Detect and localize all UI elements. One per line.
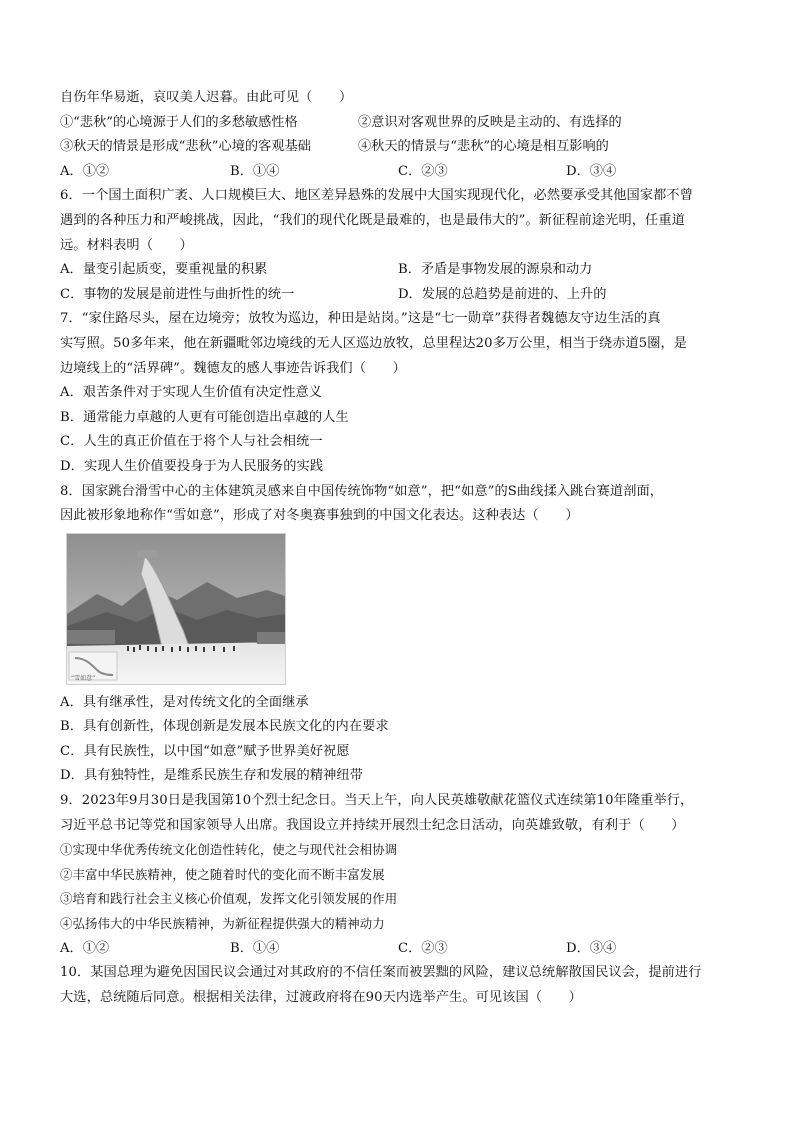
q6-options-row2 [60, 283, 740, 308]
q5-stem: 自伤年华易逝，哀叹美人迟暮。由此可见（ ） [60, 90, 353, 105]
q5-statement-4: ④秋天的情景与“悲秋”的心境是相互影响的 [358, 139, 609, 155]
q5-option-b[interactable]: B．①④ [230, 163, 280, 179]
q5-statement-2: ②意识对客观世界的反映是主动的、有选择的 [358, 114, 622, 130]
q5-option-a[interactable]: A．①② [60, 163, 110, 179]
q6-option-b[interactable]: B．矛盾是事物发展的源泉和动力 [398, 262, 593, 278]
q8-option-d[interactable]: D．具有独特性，是维系民族生存和发展的精神纽带 [60, 768, 363, 784]
q7-stem-line1: 7．“家住路尽头，屋在边境旁；放牧为巡边，种田是站岗。”这是“七一勋章”获得者魏德友守边生活的真 [60, 311, 661, 327]
q9-stem-line1: 9．2023年9月30日是我国第10个烈士纪念日。当天上午，向人民英雄敬献花篮仪式连续第10年隆重举行， [60, 793, 694, 809]
photo-caption: “雪如意” [71, 674, 96, 682]
q9-statement-4: ④弘扬伟大的中华民族精神，为新征程提供强大的精神动力 [60, 916, 385, 932]
q6-option-a[interactable]: A．量变引起质变，要重视量的积累 [60, 262, 268, 278]
q8-stem-line1: 8．国家跳台滑雪中心的主体建筑灵感来自中国传统饰物“如意”，把“如意”的S曲线揉入跳台赛道剖面， [60, 483, 664, 499]
ski-jump-photo-illustration [67, 534, 285, 684]
q7-stem-line3: 边境线上的“活界碑”。魏德友的感人事迹告诉我们（ ） [60, 360, 406, 376]
q9-statement-1: ①实现中华优秀传统文化创造性转化，使之与现代社会相协调 [60, 842, 398, 858]
q6-stem-line3: 远。材料表明（ ） [60, 237, 193, 253]
q9-statement-3: ③培育和践行社会主义核心价值观，发挥文化引领发展的作用 [60, 891, 398, 907]
q5-statements-row2 [60, 135, 740, 160]
q6-stem-line1: 6．一个国土面积广袤、人口规模巨大、地区差异悬殊的发展中大国实现现代化，必然要承受其他国家都不曾 [60, 188, 693, 204]
q10-stem-line1: 10．某国总理为避免因国民议会通过对其政府的不信任案而被罢黜的风险，建议总统解散国民议会，提前进行 [60, 965, 702, 981]
q8-stem-line2: 因此被形象地称作“雪如意”，形成了对冬奥赛事独到的中国文化表达。这种表达（ ） [60, 508, 579, 524]
q7-option-c[interactable]: C．人生的真正价值在于将个人与社会相统一 [60, 434, 323, 450]
q9-option-b[interactable]: B．①④ [230, 940, 280, 956]
q9-options [60, 937, 740, 962]
ski-jump-photo [66, 533, 286, 685]
exam-page [60, 86, 740, 1010]
q7-option-d[interactable]: D．实现人生价值要投身于为人民服务的实践 [60, 458, 324, 474]
q5-option-d[interactable]: D．③④ [566, 163, 617, 179]
q8-option-b[interactable]: B．具有创新性，体现创新是发展本民族文化的内在要求 [60, 719, 389, 735]
q7-option-b[interactable]: B．通常能力卓越的人更有可能创造出卓越的人生 [60, 409, 349, 425]
q5-statement-3: ③秋天的情景是形成“悲秋”心境的客观基础 [60, 139, 311, 155]
q9-option-c[interactable]: C．②③ [398, 940, 448, 956]
q6-option-d[interactable]: D．发展的总趋势是前进的、上升的 [398, 286, 607, 302]
q9-statement-2: ②丰富中华民族精神，使之随着时代的变化而不断丰富发展 [60, 866, 385, 882]
q6-option-c[interactable]: C．事物的发展是前进性与曲折性的统一 [60, 286, 295, 302]
q6-options-row1 [60, 258, 740, 283]
q8-option-a[interactable]: A．具有继承性，是对传统文化的全面继承 [60, 694, 309, 710]
q6-stem-line2: 遇到的各种压力和严峻挑战，因此，“我们的现代化既是最难的，也是最伟大的”。新征程前途光明，任重道 [60, 212, 685, 228]
q5-statements-row1 [60, 111, 740, 136]
q7-stem-line2: 实写照。50多年来，他在新疆毗邻边境线的无人区巡边放牧，总里程达20多万公里，相当于绕赤道5圈，是 [60, 335, 688, 351]
q5-options [60, 160, 740, 185]
q9-stem-line2: 习近平总书记等党和国家领导人出席。我国设立并持续开展烈士纪念日活动，向英雄致敬，有利于（ ） [60, 817, 685, 833]
q5-option-c[interactable]: C．②③ [398, 163, 448, 179]
q5-statement-1: ①“悲秋”的心境源于人们的多愁敏感性格 [60, 114, 298, 130]
q10-stem-line2: 大选，总统随后同意。根据相关法律，过渡政府将在90天内选举产生。可见该国（ ） [60, 989, 582, 1005]
q7-option-a[interactable]: A．艰苦条件对于实现人生价值有决定性意义 [60, 385, 323, 401]
q8-option-c[interactable]: C．具有民族性，以中国“如意”赋予世界美好祝愿 [60, 743, 350, 759]
q9-option-d[interactable]: D．③④ [566, 940, 617, 956]
q9-option-a[interactable]: A．①② [60, 940, 110, 956]
